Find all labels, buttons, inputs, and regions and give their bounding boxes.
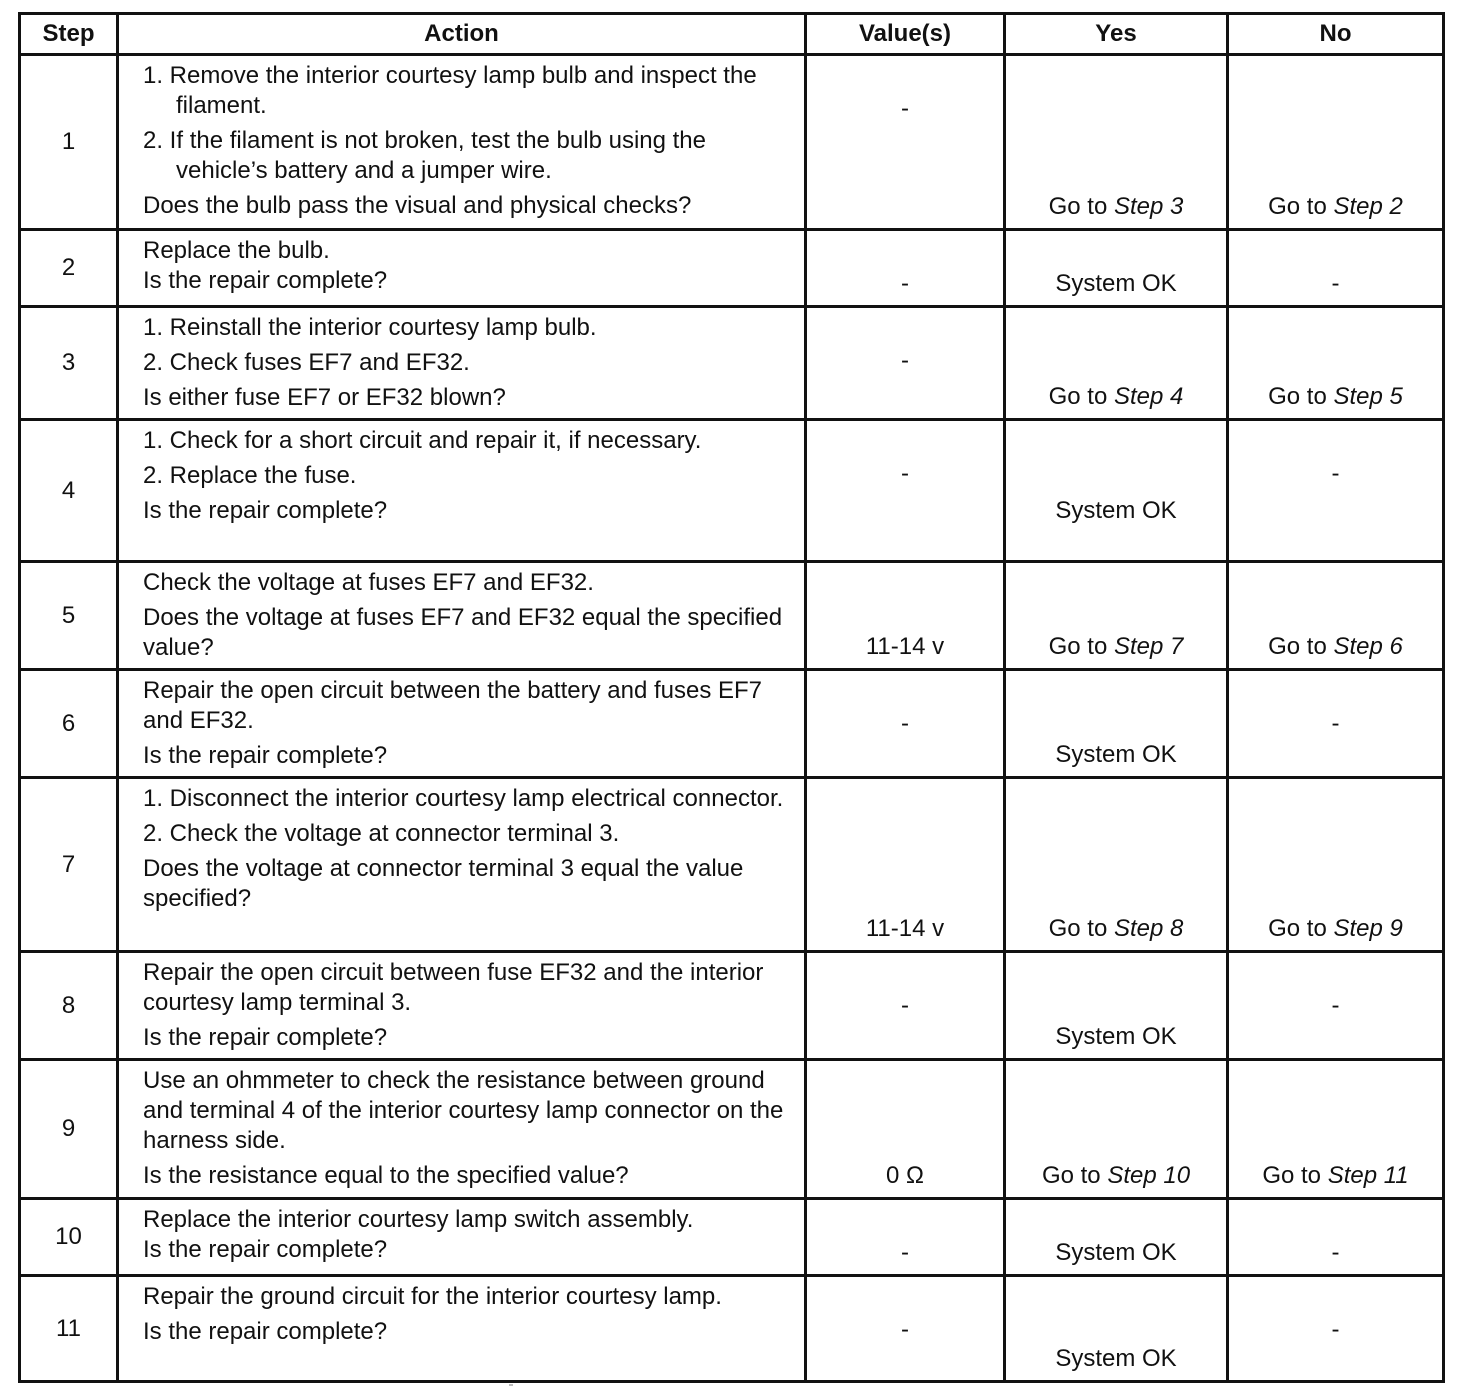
action-question: Is the repair complete? — [143, 497, 388, 524]
table-row — [20, 670, 1444, 778]
action-numbered-item: 1. Check for a short circuit and repair it, if necessary. — [143, 427, 702, 454]
table-row — [20, 55, 1444, 230]
value-cell: - — [806, 1199, 1005, 1276]
action-cell — [118, 1060, 806, 1199]
action-question: Is the resistance equal to the specified value? — [143, 1162, 629, 1189]
no-cell: - — [1228, 952, 1444, 1060]
no-cell: - — [1228, 420, 1444, 562]
goto-prefix: Go to — [1048, 633, 1114, 660]
action-question: Is the repair complete? — [143, 742, 388, 769]
value-cell: 11-14 v — [806, 778, 1005, 952]
yes-cell — [1005, 307, 1228, 420]
header-no: No — [1228, 14, 1444, 55]
value-cell: - — [806, 230, 1005, 307]
goto-prefix: Go to — [1268, 633, 1334, 660]
action-numbered-item: 1. Disconnect the interior courtesy lamp electrical connector. — [143, 785, 784, 812]
header-values: Value(s) — [806, 14, 1005, 55]
action-cell — [118, 307, 806, 420]
table-row — [20, 562, 1444, 670]
action-text: Repair the ground circuit for the interior courtesy lamp. — [143, 1283, 722, 1310]
action-cell — [118, 230, 806, 307]
yes-cell — [1005, 1060, 1228, 1199]
goto-prefix: Go to — [1048, 915, 1114, 942]
step-number: 4 — [20, 420, 118, 562]
yes-cell: System OK — [1005, 670, 1228, 778]
action-question: Is the repair complete? — [143, 1024, 388, 1051]
action-cell — [118, 778, 806, 952]
diagnostic-table — [18, 12, 1445, 1383]
goto-prefix: Go to — [1048, 193, 1114, 220]
goto-prefix: Go to — [1041, 1162, 1108, 1189]
step-number: 9 — [20, 1060, 118, 1199]
action-cell — [118, 420, 806, 562]
action-numbered-item: 2. Check the voltage at connector terminal 3. — [143, 820, 620, 847]
header-yes: Yes — [1005, 14, 1228, 55]
header-action: Action — [118, 14, 806, 55]
no-cell: - — [1228, 1199, 1444, 1276]
goto-prefix: Go to — [1262, 1162, 1328, 1189]
step-number: 10 — [20, 1199, 118, 1276]
action-cell — [118, 1199, 806, 1276]
no-cell: - — [1228, 1276, 1444, 1382]
action-cell — [118, 55, 806, 230]
action-text: Use an ohmmeter to check the resistance between ground and terminal 4 of the interior courtesy lamp connector on the harness side. — [143, 1067, 784, 1154]
goto-step-link: Step 10 — [1107, 1162, 1191, 1189]
goto-prefix: Go to — [1048, 383, 1114, 410]
no-cell — [1228, 562, 1444, 670]
action-question: Does the bulb pass the visual and physical checks? — [143, 192, 692, 219]
action-question: Is either fuse EF7 or EF32 blown? — [143, 384, 506, 411]
table-row — [20, 952, 1444, 1060]
action-question: Does the voltage at connector terminal 3 equal the value specified? — [143, 855, 744, 912]
no-cell — [1228, 1060, 1444, 1199]
goto-step-link: Step 4 — [1113, 383, 1184, 410]
goto-step-link: Step 9 — [1333, 915, 1403, 942]
header-row — [20, 14, 1444, 55]
no-cell: - — [1228, 230, 1444, 307]
goto-prefix: Go to — [1268, 193, 1334, 220]
action-text: Replace the interior courtesy lamp switch assembly. — [143, 1206, 694, 1233]
table-row — [20, 230, 1444, 307]
action-text: Repair the open circuit between fuse EF32 and the interior courtesy lamp terminal 3. — [143, 959, 764, 1016]
step-number: 1 — [20, 55, 118, 230]
table-row — [20, 778, 1444, 952]
yes-cell: System OK — [1005, 230, 1228, 307]
action-numbered-item: 2. If the filament is not broken, test the bulb using the vehicle’s battery and a jumper wire. — [143, 127, 707, 184]
yes-cell: System OK — [1005, 1276, 1228, 1382]
goto-step-link: Step 2 — [1333, 193, 1403, 220]
action-numbered-item: 2. Check fuses EF7 and EF32. — [143, 349, 470, 376]
step-number: 2 — [20, 230, 118, 307]
goto-step-link: Step 3 — [1113, 193, 1184, 220]
value-cell: 11-14 v — [806, 562, 1005, 670]
yes-cell — [1005, 778, 1228, 952]
table-row — [20, 307, 1444, 420]
action-cell — [118, 670, 806, 778]
action-text: Repair the open circuit between the battery and fuses EF7 and EF32. — [143, 677, 763, 734]
step-number: 5 — [20, 562, 118, 670]
goto-step-link: Step 7 — [1113, 633, 1184, 660]
scan-mark — [509, 1384, 513, 1386]
step-number: 7 — [20, 778, 118, 952]
table-row — [20, 420, 1444, 562]
action-question: Is the repair complete? — [143, 1318, 388, 1345]
value-cell: - — [806, 307, 1005, 420]
goto-prefix: Go to — [1268, 915, 1334, 942]
header-step: Step — [20, 14, 118, 55]
goto-step-link: Step 11 — [1327, 1162, 1409, 1189]
value-cell: - — [806, 670, 1005, 778]
no-cell — [1228, 307, 1444, 420]
action-question: Is the repair complete? — [143, 267, 388, 294]
action-cell — [118, 1276, 806, 1382]
action-numbered-item: 1. Remove the interior courtesy lamp bulb and inspect the filament. — [143, 62, 757, 119]
value-cell: 0 Ω — [806, 1060, 1005, 1199]
no-cell — [1228, 778, 1444, 952]
table-row — [20, 1060, 1444, 1199]
goto-step-link: Step 5 — [1333, 383, 1403, 410]
step-number: 6 — [20, 670, 118, 778]
value-cell: - — [806, 55, 1005, 230]
no-cell: - — [1228, 670, 1444, 778]
action-text: Check the voltage at fuses EF7 and EF32. — [143, 569, 594, 596]
action-text: Replace the bulb. — [143, 237, 330, 264]
goto-prefix: Go to — [1268, 383, 1334, 410]
action-question: Is the repair complete? — [143, 1236, 388, 1263]
action-question: Does the voltage at fuses EF7 and EF32 equal the specified value? — [143, 604, 783, 661]
yes-cell: System OK — [1005, 1199, 1228, 1276]
table-row — [20, 1199, 1444, 1276]
goto-step-link: Step 6 — [1333, 633, 1403, 660]
table-row — [20, 1276, 1444, 1382]
action-cell — [118, 562, 806, 670]
goto-step-link: Step 8 — [1113, 915, 1184, 942]
no-cell — [1228, 55, 1444, 230]
step-number: 3 — [20, 307, 118, 420]
value-cell: - — [806, 1276, 1005, 1382]
action-numbered-item: 2. Replace the fuse. — [143, 462, 357, 489]
yes-cell: System OK — [1005, 952, 1228, 1060]
yes-cell — [1005, 562, 1228, 670]
value-cell: - — [806, 952, 1005, 1060]
action-numbered-item: 1. Reinstall the interior courtesy lamp bulb. — [143, 314, 597, 341]
yes-cell — [1005, 55, 1228, 230]
value-cell: - — [806, 420, 1005, 562]
action-cell — [118, 952, 806, 1060]
step-number: 11 — [20, 1276, 118, 1382]
yes-cell: System OK — [1005, 420, 1228, 562]
step-number: 8 — [20, 952, 118, 1060]
